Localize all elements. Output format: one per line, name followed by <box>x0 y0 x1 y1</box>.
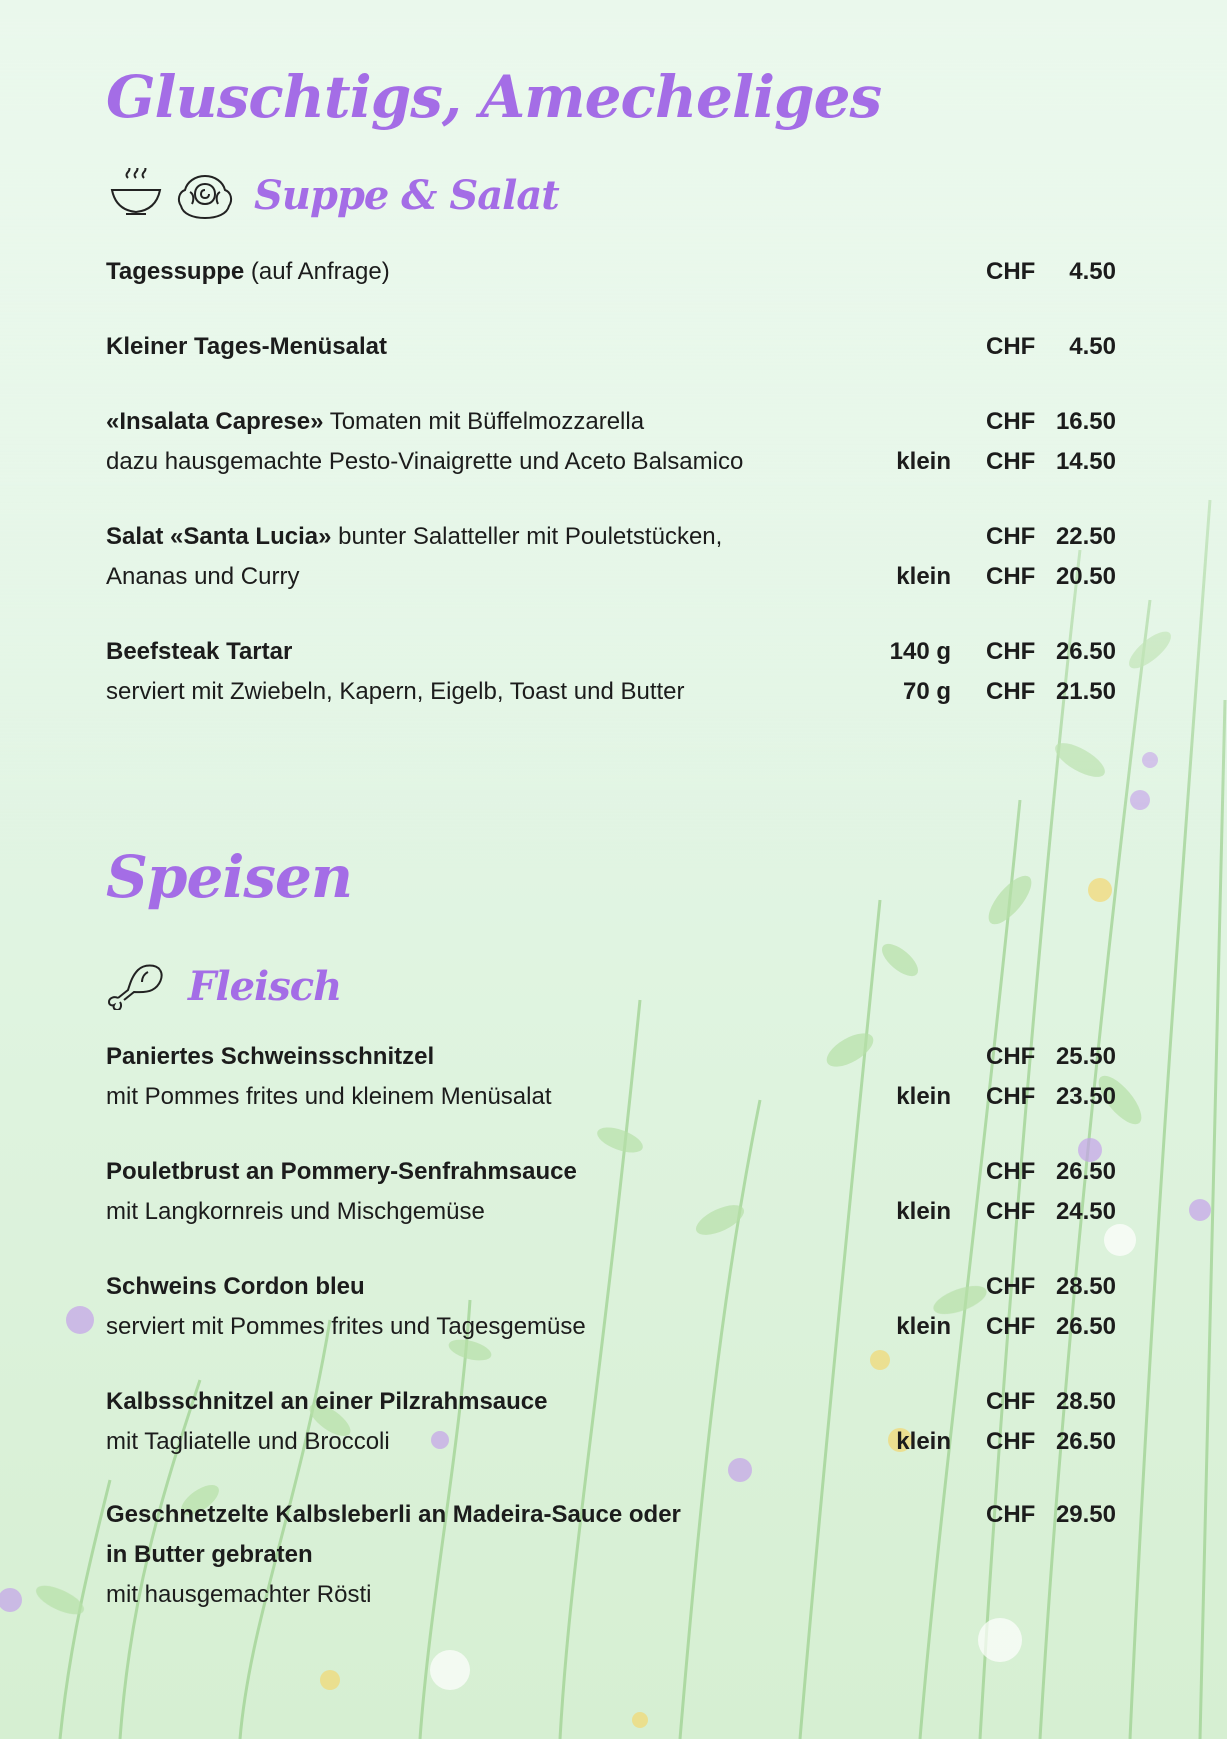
item-size: 140 g <box>889 638 951 665</box>
section-title-speisen: Speisen <box>106 843 353 911</box>
item-price: 20.50 <box>1055 563 1116 590</box>
menu-item <box>106 330 1116 370</box>
item-name: Geschnetzelte Kalbsleberli an Madeira-Sauce oder <box>106 1501 681 1528</box>
chicken-leg-icon <box>104 962 164 1010</box>
item-name: Beefsteak Tartar <box>106 638 293 665</box>
item-currency: CHF <box>986 563 1036 590</box>
item-size: klein <box>896 1313 951 1340</box>
item-name: Kleiner Tages-Menüsalat <box>106 333 387 360</box>
soup-bowl-icon <box>108 168 164 218</box>
menu-item <box>106 1498 1116 1618</box>
subsection-title-fleisch: Fleisch <box>188 963 342 1010</box>
item-description-line2: dazu hausgemachte Pesto-Vinaigrette und Aceto Balsamico <box>106 448 744 475</box>
item-description-line2: Ananas und Curry <box>106 563 300 590</box>
item-name-line2: in Butter gebraten <box>106 1541 313 1568</box>
menu-item <box>106 635 1116 715</box>
item-description-line2: mit Tagliatelle und Broccoli <box>106 1428 390 1455</box>
item-price: 4.50 <box>1069 258 1116 285</box>
item-size: 70 g <box>902 678 951 705</box>
item-currency: CHF <box>986 1158 1036 1185</box>
item-price: 21.50 <box>1055 678 1116 705</box>
item-currency: CHF <box>986 638 1036 665</box>
item-price: 23.50 <box>1055 1083 1116 1110</box>
item-currency: CHF <box>986 1273 1036 1300</box>
item-currency: CHF <box>986 1313 1036 1340</box>
item-price: 22.50 <box>1055 523 1116 550</box>
item-price: 28.50 <box>1055 1273 1116 1300</box>
menu-item <box>106 1385 1116 1465</box>
menu-item <box>106 255 1116 295</box>
item-currency: CHF <box>986 1083 1036 1110</box>
item-name: Kalbsschnitzel an einer Pilzrahmsauce <box>106 1388 548 1415</box>
item-size: klein <box>896 563 951 590</box>
item-name: «Insalata Caprese» <box>106 408 324 435</box>
item-size: klein <box>896 1198 951 1225</box>
item-currency: CHF <box>986 448 1036 475</box>
item-price: 29.50 <box>1055 1501 1116 1528</box>
section-title-gluschtigs: Gluschtigs, Amecheliges <box>106 63 882 131</box>
menu-item <box>106 1040 1116 1120</box>
menu-item <box>106 1270 1116 1350</box>
lettuce-icon <box>176 170 234 222</box>
item-name: Schweins Cordon bleu <box>106 1273 365 1300</box>
item-currency: CHF <box>986 1501 1036 1528</box>
menu-item <box>106 1155 1116 1235</box>
item-description-line2: serviert mit Zwiebeln, Kapern, Eigelb, Toast und Butter <box>106 678 685 705</box>
item-name: Salat «Santa Lucia» <box>106 523 332 550</box>
item-price: 26.50 <box>1055 1158 1116 1185</box>
item-size: klein <box>896 1428 951 1455</box>
item-currency: CHF <box>986 1198 1036 1225</box>
item-currency: CHF <box>986 1428 1036 1455</box>
menu-item <box>106 520 1116 600</box>
item-description-line2: mit Pommes frites und kleinem Menüsalat <box>106 1083 552 1110</box>
item-name: Paniertes Schweinsschnitzel <box>106 1043 435 1070</box>
item-price: 14.50 <box>1055 448 1116 475</box>
item-currency: CHF <box>986 408 1036 435</box>
item-price: 26.50 <box>1055 1313 1116 1340</box>
item-price: 4.50 <box>1069 333 1116 360</box>
item-currency: CHF <box>986 333 1036 360</box>
item-description-line2: mit Langkornreis und Mischgemüse <box>106 1198 485 1225</box>
item-description: bunter Salatteller mit Pouletstücken, <box>331 523 723 550</box>
item-price: 25.50 <box>1055 1043 1116 1070</box>
item-name: Pouletbrust an Pommery-Senfrahmsauce <box>106 1158 577 1185</box>
item-description-line2: mit hausgemachter Rösti <box>106 1581 372 1608</box>
item-description: Tomaten mit Büffelmozzarella <box>323 408 645 435</box>
item-price: 28.50 <box>1055 1388 1116 1415</box>
item-currency: CHF <box>986 1388 1036 1415</box>
item-size: klein <box>896 448 951 475</box>
item-currency: CHF <box>986 1043 1036 1070</box>
item-description-line2: serviert mit Pommes frites und Tagesgemüse <box>106 1313 586 1340</box>
item-price: 24.50 <box>1055 1198 1116 1225</box>
subsection-title-suppe-salat: Suppe & Salat <box>254 172 559 219</box>
item-price: 26.50 <box>1055 638 1116 665</box>
item-currency: CHF <box>986 258 1036 285</box>
item-name: Tagessuppe <box>106 258 245 285</box>
item-currency: CHF <box>986 523 1036 550</box>
item-size: klein <box>896 1083 951 1110</box>
item-price: 16.50 <box>1055 408 1116 435</box>
item-currency: CHF <box>986 678 1036 705</box>
item-price: 26.50 <box>1055 1428 1116 1455</box>
menu-item <box>106 405 1116 485</box>
item-description: (auf Anfrage) <box>244 258 390 285</box>
